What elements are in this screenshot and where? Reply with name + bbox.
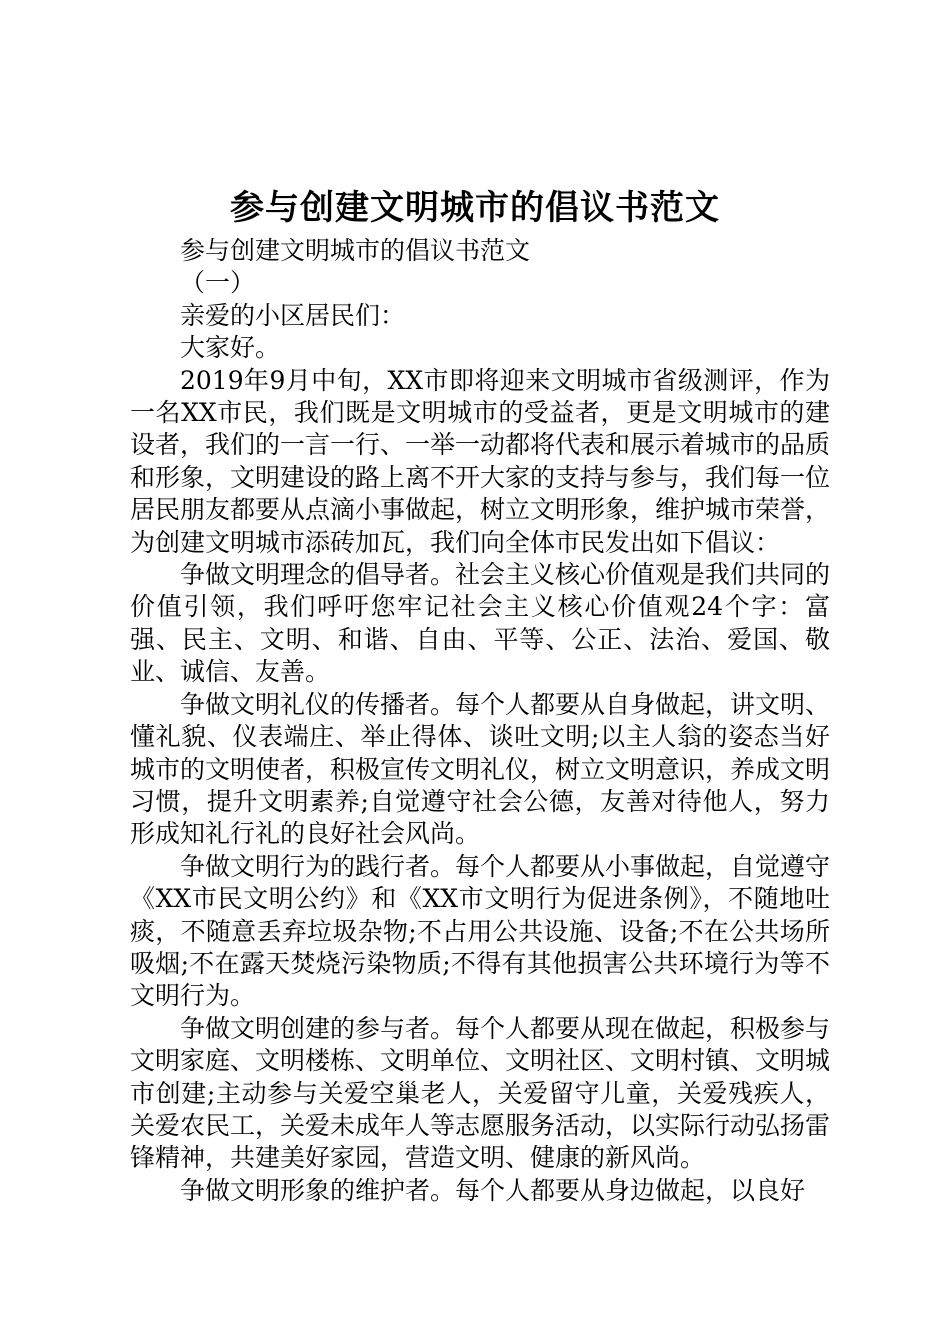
paragraph-proposal-4: 争做文明创建的参与者。每个人都要从现在做起，积极参与文明家庭、文明楼栋、文明单位、文明社区、文明村镇、文明城市创建;主动参与关爱空巢老人，关爱留守儿童，关爱残疾人，关爱农民工，关爱未成年人等志愿服务活动，以实际行动弘扬雷锋精神，共建美好家园，营造文明、健康的新风尚。 (130, 1013, 831, 1173)
salutation: 亲爱的小区居民们： (180, 300, 406, 330)
document-body (130, 235, 830, 1207)
document-title: 参与创建文明城市的倡议书范文 (230, 188, 720, 228)
paragraph-proposal-5: 争做文明形象的维护者。每个人都要从身边做起，以良好 (180, 1175, 806, 1205)
paragraph-intro: 2019年9月中旬，XX市即将迎来文明城市省级测评，作为一名XX市民，我们既是文明城市的受益者，更是文明城市的建设者，我们的一言一行、一举一动都将代表和展示着城市的品质和形象，文明建设的路上离不开大家的支持与参与，我们每一位居民朋友都要从点滴小事做起，树立文明形象，维护城市荣誉，为创建文明城市添砖加瓦，我们向全体市民发出如下倡议： (130, 365, 831, 557)
greeting: 大家好。 (180, 333, 281, 363)
paragraph-proposal-1: 争做文明理念的倡导者。社会主义核心价值观是我们共同的价值引领，我们呼吁您牢记社会主义核心价值观24个字：富强、民主、文明、和谐、自由、平等、公正、法治、爱国、敬业、诚信、友善。 (130, 560, 831, 687)
document-subtitle: 参与创建文明城市的倡议书范文 (180, 236, 531, 265)
paragraph-proposal-2: 争做文明礼仪的传播者。每个人都要从自身做起，讲文明、懂礼貌、仪表端庄、举止得体、谈吐文明;以主人翁的姿态当好城市的文明使者，积极宣传文明礼仪，树立文明意识，养成文明习惯，提升文明素养;自觉遵守社会公德，友善对待他人，努力形成知礼行礼的良好社会风尚。 (130, 689, 831, 849)
section-mark: （一） (180, 268, 256, 298)
paragraph-proposal-3: 争做文明行为的践行者。每个人都要从小事做起，自觉遵守《XX市民文明公约》和《XX市文明行为促进条例》，不随地吐痰，不随意丢弃垃圾杂物;不占用公共设施、设备;不在公共场所吸烟;不在露天焚烧污染物质;不得有其他损害公共环境行为等不文明行为。 (130, 851, 831, 1011)
